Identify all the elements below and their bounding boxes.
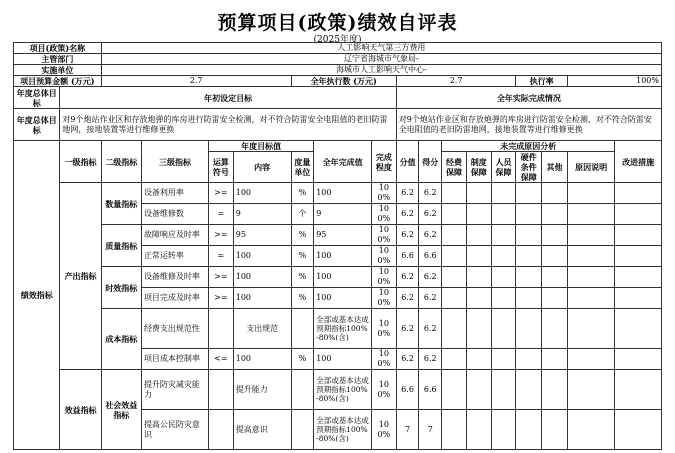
indicator-score: 6.2 xyxy=(396,183,419,204)
l2-time: 时效指标 xyxy=(101,267,141,309)
unit-value: 海城市人工影响天气中心- xyxy=(101,65,661,76)
indicator-sym xyxy=(209,410,234,450)
empty-cell xyxy=(466,204,491,225)
empty-cell xyxy=(615,267,662,288)
empty-cell xyxy=(516,288,542,309)
empty-cell xyxy=(516,309,542,349)
budget-label: 项目预算金额 (万元) xyxy=(14,76,102,87)
empty-cell xyxy=(442,410,467,450)
h-r6: 原因说明 xyxy=(567,152,614,183)
indicator-score: 6.2 xyxy=(396,204,419,225)
empty-cell xyxy=(466,309,491,349)
empty-cell xyxy=(516,349,542,370)
empty-cell xyxy=(567,246,614,267)
indicator-unit xyxy=(291,410,314,450)
indicator-degree: 100% xyxy=(372,349,397,370)
indicator-name: 项目成本控制率 xyxy=(141,349,208,370)
indicator-get: 6.2 xyxy=(419,309,442,349)
indicator-actual: 全部或基本达成预期指标100%-80%(含) xyxy=(314,410,372,450)
budget-row xyxy=(14,76,662,87)
unit-row xyxy=(14,65,662,76)
empty-cell xyxy=(516,225,542,246)
h-measure: 改进措施 xyxy=(615,141,662,183)
h-reason: 未完成原因分析 xyxy=(442,141,615,152)
dept-label: 主管部门 xyxy=(14,54,102,65)
empty-cell xyxy=(516,246,542,267)
empty-cell xyxy=(491,410,516,450)
indicator-unit: % xyxy=(291,349,314,370)
indicator-name: 设备利用率 xyxy=(141,183,208,204)
table-row xyxy=(14,370,662,410)
empty-cell xyxy=(466,288,491,309)
unit-label: 实施单位 xyxy=(14,65,102,76)
indicator-content: 100 xyxy=(233,349,291,370)
empty-cell xyxy=(542,288,568,309)
table-row xyxy=(14,183,662,204)
empty-cell xyxy=(542,309,568,349)
indicator-get: 6.2 xyxy=(419,183,442,204)
indicator-content: 提升能力 xyxy=(233,370,291,410)
indicator-unit: % xyxy=(291,288,314,309)
indicator-name: 提升防灾减灾能力 xyxy=(141,370,208,410)
empty-cell xyxy=(491,309,516,349)
empty-cell xyxy=(442,183,467,204)
indicator-score: 6.2 xyxy=(396,225,419,246)
h-r1: 经费保障 xyxy=(442,152,467,183)
empty-cell xyxy=(567,204,614,225)
indicator-degree: 100% xyxy=(372,225,397,246)
indicator-unit: % xyxy=(291,246,314,267)
empty-cell xyxy=(466,267,491,288)
empty-cell xyxy=(615,410,662,450)
rate-label: 执行率 xyxy=(516,76,568,87)
indicator-get: 6.6 xyxy=(419,246,442,267)
indicator-degree: 100% xyxy=(372,309,397,349)
indicator-unit xyxy=(291,309,314,349)
indicator-unit: % xyxy=(291,225,314,246)
exec-label: 全年执行数 (万元) xyxy=(291,76,396,87)
empty-cell xyxy=(615,309,662,349)
h-level3: 三级指标 xyxy=(141,141,208,183)
empty-cell xyxy=(615,183,662,204)
empty-cell xyxy=(516,267,542,288)
empty-cell xyxy=(491,183,516,204)
indicator-sym: = xyxy=(209,204,234,225)
indicator-unit: 个 xyxy=(291,204,314,225)
project-name-label: 项目(政策)名称 xyxy=(14,43,102,54)
indicator-name: 正常运转率 xyxy=(141,246,208,267)
goal-actual-label: 全年实际完成情况 xyxy=(396,87,661,109)
indicator-name: 项目完成及时率 xyxy=(141,288,208,309)
empty-cell xyxy=(442,225,467,246)
empty-cell xyxy=(442,370,467,410)
indicator-content: 支出规范 xyxy=(233,309,291,349)
indicator-unit: % xyxy=(291,183,314,204)
h-r2: 制度保障 xyxy=(466,152,491,183)
empty-cell xyxy=(491,225,516,246)
h-r3: 人员保障 xyxy=(491,152,516,183)
goal-initial-label: 年初设定目标 xyxy=(60,87,396,109)
indicator-content: 100 xyxy=(233,267,291,288)
l2-qty: 数量指标 xyxy=(101,183,141,225)
goal-text-row xyxy=(14,109,662,141)
empty-cell xyxy=(491,204,516,225)
rate-value: 100% xyxy=(567,76,661,87)
goal-row-label-1: 年度总体目标 xyxy=(14,87,60,109)
h-r5: 其他 xyxy=(542,152,568,183)
h-level2: 二级指标 xyxy=(101,141,141,183)
goal-row-label-2: 年度总体目标 xyxy=(14,109,60,141)
empty-cell xyxy=(567,309,614,349)
empty-cell xyxy=(615,246,662,267)
empty-cell xyxy=(466,225,491,246)
empty-cell xyxy=(466,370,491,410)
project-name-row xyxy=(14,43,662,54)
empty-cell xyxy=(615,204,662,225)
goal-actual-text: 对9个炮站作业区和存放炮弹的库房进行防雷安全检测，对不符合防雷安全电阻值的老旧防雷地网，接地装置等进行维修更换 xyxy=(396,109,661,141)
indicator-get: 6.2 xyxy=(419,288,442,309)
exec-value: 2.7 xyxy=(396,76,516,87)
empty-cell xyxy=(442,309,467,349)
indicator-sym xyxy=(209,309,234,349)
h-unit: 度量单位 xyxy=(291,152,314,183)
indicator-unit: % xyxy=(291,267,314,288)
h-content: 内容 xyxy=(233,152,291,183)
budget-value: 2.7 xyxy=(101,76,291,87)
indicator-score: 6.2 xyxy=(396,288,419,309)
indicator-get: 6.2 xyxy=(419,267,442,288)
indicator-actual: 100 xyxy=(314,349,372,370)
empty-cell xyxy=(615,288,662,309)
indicator-score: 7 xyxy=(396,410,419,450)
empty-cell xyxy=(542,370,568,410)
year-subtitle: (2025年度) xyxy=(313,35,362,45)
indicator-get: 6.2 xyxy=(419,225,442,246)
indicator-sym xyxy=(209,370,234,410)
empty-cell xyxy=(466,183,491,204)
evaluation-table xyxy=(13,42,662,450)
empty-cell xyxy=(491,267,516,288)
goal-header-row xyxy=(14,87,662,109)
indicator-actual: 100 xyxy=(314,288,372,309)
empty-cell xyxy=(567,225,614,246)
empty-cell xyxy=(542,267,568,288)
indicator-score: 6.2 xyxy=(396,267,419,288)
empty-cell xyxy=(442,204,467,225)
h-degree: 完成程度 xyxy=(372,141,397,183)
empty-cell xyxy=(491,370,516,410)
empty-cell xyxy=(466,349,491,370)
indicator-sym: >= xyxy=(209,288,234,309)
indicator-content: 提高意识 xyxy=(233,410,291,450)
project-name-value: 人工影响天气第三方费用 xyxy=(101,43,661,54)
indicator-degree: 100% xyxy=(372,288,397,309)
empty-cell xyxy=(615,370,662,410)
indicator-content: 100 xyxy=(233,246,291,267)
empty-cell xyxy=(567,267,614,288)
empty-cell xyxy=(516,410,542,450)
indicator-get: 6.2 xyxy=(419,349,442,370)
h-score: 分值 xyxy=(396,141,419,183)
empty-cell xyxy=(542,204,568,225)
indicator-content: 95 xyxy=(233,225,291,246)
indicator-score: 6.6 xyxy=(396,246,419,267)
indicator-name: 提高公民防灾意识 xyxy=(141,410,208,450)
page-title: 预算项目(政策)绩效自评表 xyxy=(217,12,458,34)
indicator-score: 6.2 xyxy=(396,349,419,370)
indicator-name: 设备维修数 xyxy=(141,204,208,225)
empty-cell xyxy=(542,225,568,246)
h-get: 得分 xyxy=(419,141,442,183)
l2-quality: 质量指标 xyxy=(101,225,141,267)
h-actual: 全年完成值 xyxy=(314,141,372,183)
empty-cell xyxy=(567,349,614,370)
indicator-sym: >= xyxy=(209,225,234,246)
indicator-sym: >= xyxy=(209,267,234,288)
indicator-actual: 100 xyxy=(314,267,372,288)
empty-cell xyxy=(491,349,516,370)
empty-cell xyxy=(491,288,516,309)
goal-initial-text: 对9个炮站作业区和存放炮弹的库房进行防雷安全检测，对不符合防雷安全电阻值的老旧防雷地网，接地装置等进行维修更换 xyxy=(60,109,396,141)
empty-cell xyxy=(567,410,614,450)
empty-cell xyxy=(542,349,568,370)
indicator-degree: 100% xyxy=(372,410,397,450)
indicator-content: 100 xyxy=(233,183,291,204)
indicator-sym: = xyxy=(209,246,234,267)
empty-cell xyxy=(442,246,467,267)
empty-cell xyxy=(442,267,467,288)
empty-cell xyxy=(466,246,491,267)
indicator-sym: <= xyxy=(209,349,234,370)
empty-cell xyxy=(466,410,491,450)
empty-cell xyxy=(442,349,467,370)
indicator-degree: 100% xyxy=(372,370,397,410)
l2-social: 社会效益指标 xyxy=(101,370,141,450)
empty-cell xyxy=(567,288,614,309)
dept-value: 辽宁省海城市气象局- xyxy=(101,54,661,65)
indicator-degree: 100% xyxy=(372,246,397,267)
empty-cell xyxy=(542,183,568,204)
indicator-get: 6.6 xyxy=(419,370,442,410)
indicator-actual: 全部或基本达成预期指标100%-80%(含) xyxy=(314,309,372,349)
perf-header-row-1 xyxy=(14,141,662,152)
empty-cell xyxy=(442,288,467,309)
indicator-degree: 100% xyxy=(372,204,397,225)
indicator-actual: 100 xyxy=(314,246,372,267)
indicator-score: 6.2 xyxy=(396,309,419,349)
indicator-name: 经费支出规范性 xyxy=(141,309,208,349)
indicator-unit xyxy=(291,370,314,410)
table-row xyxy=(14,309,662,349)
empty-cell xyxy=(542,410,568,450)
h-r4: 硬件条件保障 xyxy=(516,152,542,183)
indicator-name: 故障响应及时率 xyxy=(141,225,208,246)
empty-cell xyxy=(516,183,542,204)
indicator-score: 6.6 xyxy=(396,370,419,410)
empty-cell xyxy=(516,370,542,410)
dept-row xyxy=(14,54,662,65)
empty-cell xyxy=(567,183,614,204)
indicator-actual: 100 xyxy=(314,183,372,204)
indicator-get: 6.2 xyxy=(419,204,442,225)
indicator-actual: 9 xyxy=(314,204,372,225)
table-row xyxy=(14,267,662,288)
indicator-content: 100 xyxy=(233,288,291,309)
indicator-degree: 100% xyxy=(372,267,397,288)
empty-cell xyxy=(516,204,542,225)
table-row xyxy=(14,225,662,246)
indicator-sym: >= xyxy=(209,183,234,204)
l1-effect: 效益指标 xyxy=(60,370,101,450)
l2-cost: 成本指标 xyxy=(101,309,141,370)
indicator-get: 7 xyxy=(419,410,442,450)
h-target: 年度目标值 xyxy=(209,141,314,152)
empty-cell xyxy=(615,349,662,370)
indicator-content: 9 xyxy=(233,204,291,225)
indicator-actual: 全部或基本达成预期指标100%-80%(含) xyxy=(314,370,372,410)
empty-cell xyxy=(615,225,662,246)
h-sym: 运算符号 xyxy=(209,152,234,183)
indicator-degree: 100% xyxy=(372,183,397,204)
indicator-name: 设备维修及时率 xyxy=(141,267,208,288)
empty-cell xyxy=(542,246,568,267)
h-level1: 一级指标 xyxy=(60,141,101,183)
empty-cell xyxy=(491,246,516,267)
indicator-actual: 95 xyxy=(314,225,372,246)
perf-row-label: 绩效指标 xyxy=(14,141,60,450)
l1-output: 产出指标 xyxy=(60,183,101,370)
empty-cell xyxy=(567,370,614,410)
